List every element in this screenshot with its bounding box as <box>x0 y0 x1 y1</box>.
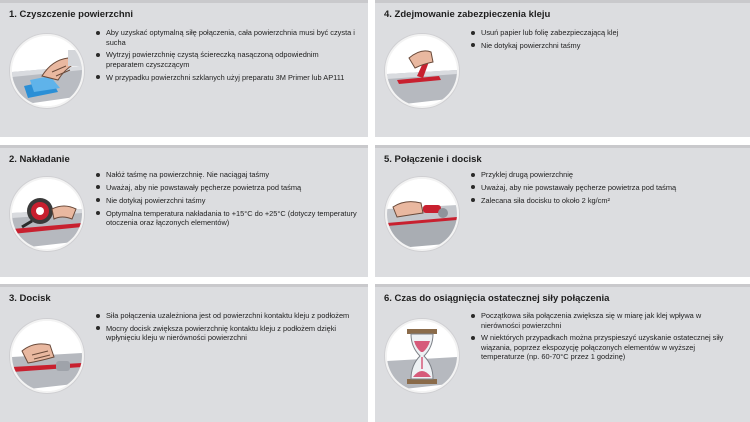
step-card-cleaning <box>0 0 368 137</box>
step-title: 2. Nakładanie <box>9 154 70 165</box>
hourglass-icon <box>385 319 459 393</box>
bullet-item: Siła połączenia uzależniona jest od powierzchni kontaktu kleju z podłożem <box>96 311 358 321</box>
bullet-item: Zalecana siła docisku to około 2 kg/cm² <box>471 196 740 206</box>
bullet-item: Aby uzyskać optymalną siłę połączenia, cała powierzchnia musi być czysta i sucha <box>96 28 358 47</box>
step-card-pressure <box>0 284 368 422</box>
step-bullets <box>96 170 358 231</box>
bullet-item: W przypadku powierzchni szklanych użyj preparatu 3M Primer lub AP111 <box>96 73 358 83</box>
hand-roller-press-icon <box>385 177 459 251</box>
step-title: 4. Zdejmowanie zabezpieczenia kleju <box>384 9 551 20</box>
bullet-item: Uważaj, aby nie powstawały pęcherze powietrza pod taśmą <box>96 183 358 193</box>
step-bullets <box>96 28 358 86</box>
bullet-item: Nie dotykaj powierzchni taśmy <box>471 41 740 51</box>
bullet-item: Przyklej drugą powierzchnię <box>471 170 740 180</box>
step-bullets <box>471 28 740 54</box>
step-card-liner-removal <box>375 0 750 137</box>
step-title: 6. Czas do osiągnięcia ostatecznej siły połączenia <box>384 293 610 304</box>
hand-wiping-cloth-icon <box>10 34 84 108</box>
bullet-item: Wytrzyj powierzchnię czystą ściereczką nasączoną odpowiednim preparatem czyszczącym <box>96 50 358 69</box>
step-title: 1. Czyszczenie powierzchni <box>9 9 134 20</box>
bullet-item: Nie dotykaj powierzchni taśmy <box>96 196 358 206</box>
bullet-item: Mocny docisk zwiększa powierzchnię kontaktu kleju z podłożem dzięki wpłynięciu kleju w nierówności powierzchni <box>96 324 358 343</box>
peeling-liner-icon <box>385 34 459 108</box>
hand-pressing-tape-icon <box>10 319 84 393</box>
bullet-item: Uważaj, aby nie powstawały pęcherze powietrza pod taśmą <box>471 183 740 193</box>
bullet-item: W niektórych przypadkach można przyspieszyć uzyskanie ostatecznej siły wiązania, poprzez ekspozycję połączonych elementów w wyższej temperaturze (np. 60-70°C przez 1 godzinę) <box>471 333 740 362</box>
step-bullets <box>96 311 358 346</box>
step-title: 3. Docisk <box>9 293 51 304</box>
step-card-joining <box>375 145 750 277</box>
step-bullets <box>471 311 740 365</box>
step-bullets <box>471 170 740 209</box>
step-card-cure-time <box>375 284 750 422</box>
bullet-item: Usuń papier lub folię zabezpieczającą klej <box>471 28 740 38</box>
bullet-item: Nałóż taśmę na powierzchnię. Nie naciągaj taśmy <box>96 170 358 180</box>
bullet-item: Początkowa siła połączenia zwiększa się w miarę jak klej wpływa w nierówności powierzchni <box>471 311 740 330</box>
step-title: 5. Połączenie i docisk <box>384 154 482 165</box>
bullet-item: Optymalna temperatura nakładania to +15°C do +25°C (dotyczy temperatury otoczenia oraz łączonych elementów) <box>96 209 358 228</box>
tape-roll-applicator-icon <box>10 177 84 251</box>
step-card-application <box>0 145 368 277</box>
